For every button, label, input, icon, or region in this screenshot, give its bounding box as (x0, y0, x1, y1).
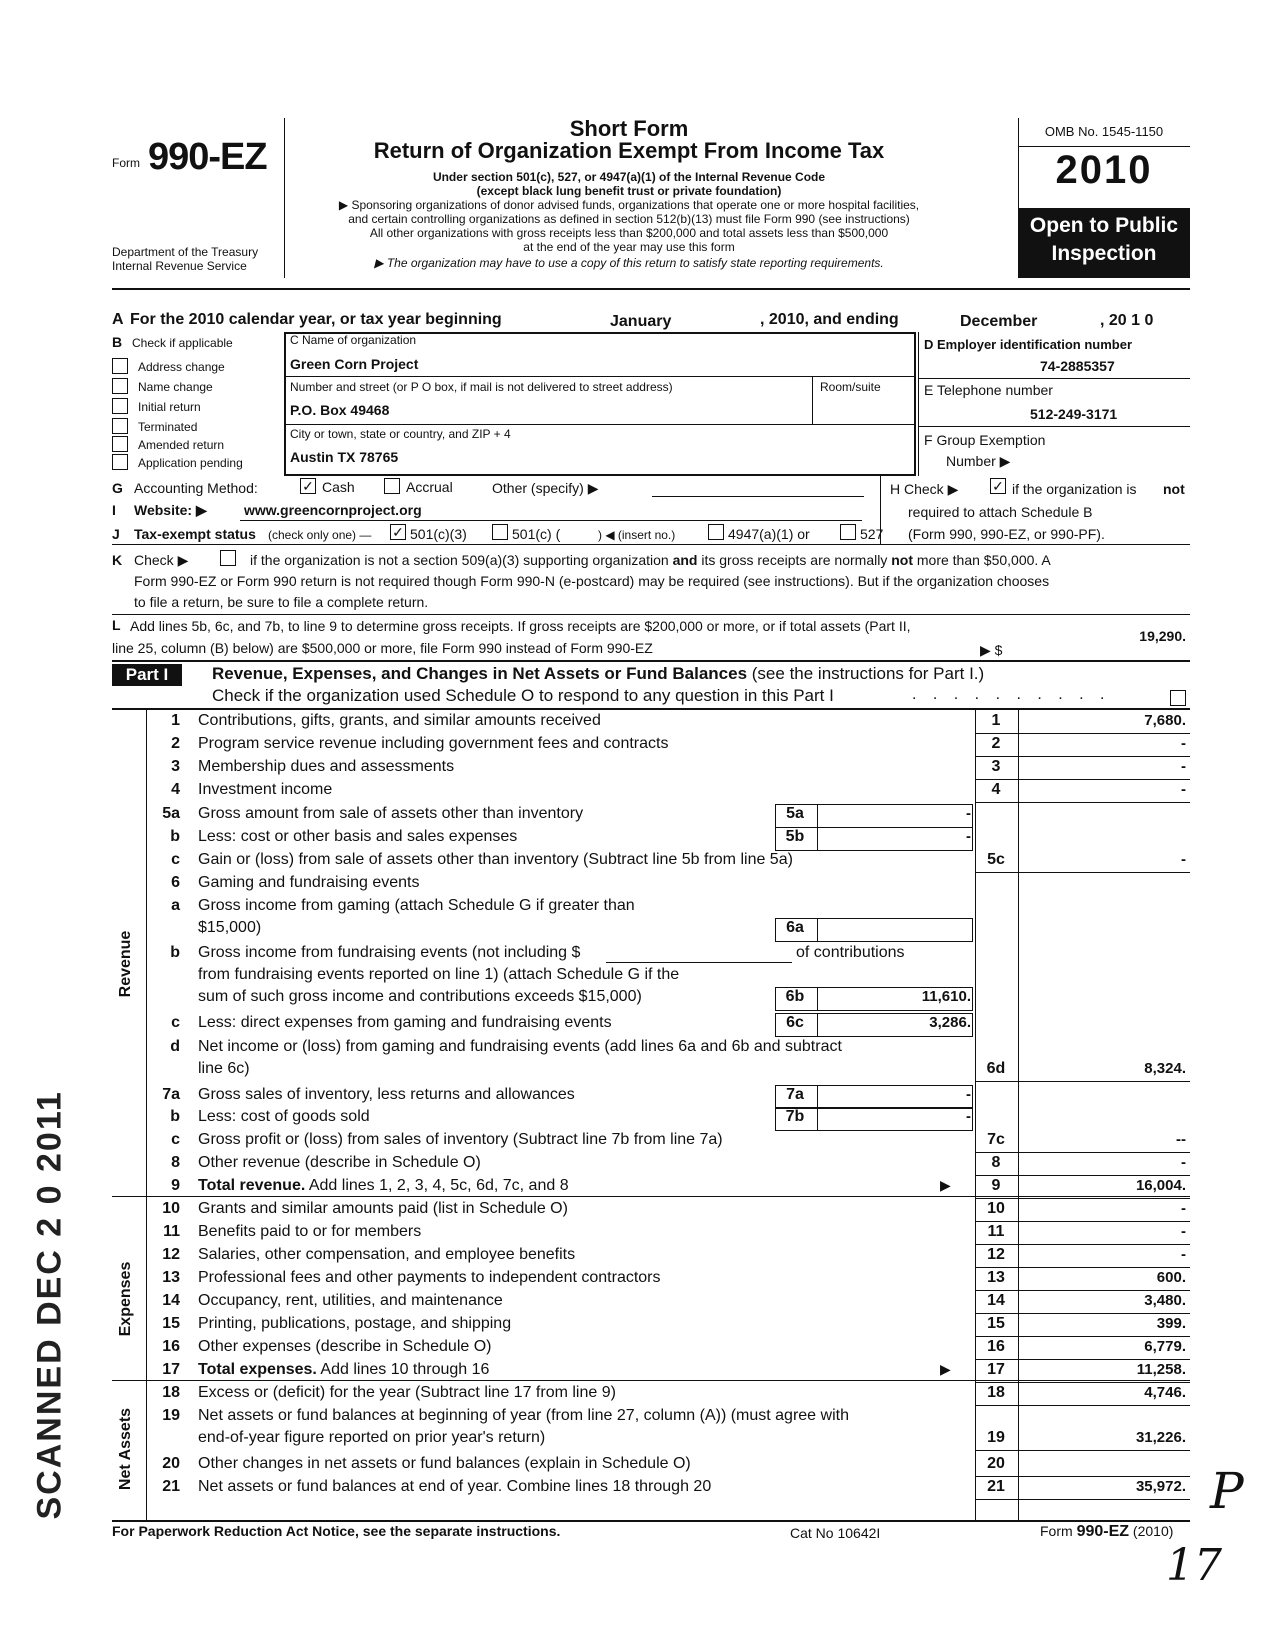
line-l9-desc (198, 1177, 569, 1195)
accrual-label: Accrual (406, 479, 453, 495)
line-k-check: Check ▶ (134, 552, 189, 568)
line-l7b-number: b (170, 1108, 180, 1125)
line-l7c-desc: Gross profit or (loss) from sales of inventory (Subtract line 7b from line 7a) (198, 1131, 723, 1148)
line-l6b-number: b (170, 944, 180, 961)
line-l5b-amount[interactable]: - (966, 828, 971, 845)
line-l7a-amount[interactable]: - (966, 1086, 971, 1103)
line-l13-amount[interactable]: 600. (1156, 1269, 1186, 1286)
address-change-checkbox[interactable] (112, 358, 128, 374)
line-l12-number: 12 (162, 1246, 180, 1263)
application-pending-checkbox[interactable] (112, 454, 128, 470)
line-l5a-desc: Gross amount from sale of assets other than inventory (198, 805, 584, 822)
line-l20-rule (975, 1476, 1190, 1477)
other-specify-label: Other (specify) ▶ (492, 480, 599, 496)
status-527-label: 527 (860, 526, 884, 542)
line-l18-rule (975, 1405, 1190, 1406)
line-l14-amount[interactable]: 3,480. (1144, 1292, 1186, 1309)
omb-number: OMB No. 1545-1150 (1044, 124, 1164, 139)
tax-exempt-status-label: Tax-exempt status (134, 526, 256, 542)
line-l7a-box: 7a (786, 1086, 804, 1103)
line-l16-rule (975, 1359, 1190, 1360)
form-subtitle-3: ▶ Sponsoring organizations of donor advised funds, organizations that operate one or more hospital facilities, (338, 198, 920, 212)
line-l5c-amount[interactable]: - (1181, 851, 1186, 868)
line-l14-box: 14 (987, 1292, 1005, 1309)
ein-field[interactable]: 74-2885357 (1040, 358, 1115, 374)
line-l19-desc-1: Net assets or fund balances at beginning of year (from line 27, column (A)) (must agree with (198, 1407, 849, 1424)
tax-exempt-hint: (check only one) — (268, 528, 372, 542)
line-l9-amount[interactable]: 16,004. (1135, 1177, 1186, 1194)
line-l21-number: 21 (162, 1478, 180, 1495)
line-k-text (250, 552, 1051, 568)
line-l21-amount[interactable]: 35,972. (1135, 1478, 1186, 1495)
form-label: Form (112, 156, 140, 170)
line-l5b-box: 5b (785, 828, 805, 845)
city-label: City or town, state or country, and ZIP + 4 (290, 427, 511, 441)
line-l17-desc-bold: Total expenses. (198, 1361, 317, 1378)
other-specify-field[interactable] (652, 496, 864, 497)
line-a-text: For the 2010 calendar year, or tax year beginning (130, 311, 502, 328)
terminated-label: Terminated (138, 420, 198, 434)
line-l6-number: 6 (171, 874, 180, 891)
line-l18-amount[interactable]: 4,746. (1144, 1384, 1186, 1401)
line-l5c-rule (975, 872, 1190, 873)
line-l1-amount[interactable]: 7,680. (1144, 712, 1186, 729)
line-k-not: not (891, 552, 913, 568)
line-a-label: A (112, 311, 124, 328)
open-to-public-line2: Inspection (1051, 242, 1157, 265)
line-l14-rule (975, 1313, 1190, 1314)
line-l9-number: 9 (171, 1177, 180, 1194)
schedule-o-checkbox[interactable] (1170, 690, 1186, 706)
initial-return-label: Initial return (138, 400, 201, 414)
part-1-title (212, 664, 984, 684)
line-l3-desc: Membership dues and assessments (198, 758, 455, 775)
line-j-label: J (112, 526, 120, 542)
tax-year-begin[interactable]: January (610, 313, 672, 330)
org-name-field[interactable]: Green Corn Project (290, 356, 419, 372)
line-l8-amount[interactable]: - (1181, 1154, 1186, 1171)
line-l6d-rule (975, 1081, 1190, 1082)
line-l4-box: 4 (991, 781, 1001, 798)
website-field[interactable]: www.greencornproject.org (244, 502, 422, 518)
handwritten-p: P (1210, 1462, 1244, 1520)
line-l11-box: 11 (987, 1223, 1005, 1240)
line-l20-number: 20 (162, 1455, 180, 1472)
line-g-label: G (112, 480, 123, 496)
line-h-text-2: if the organization is (1012, 481, 1137, 497)
line-l17-rule (975, 1382, 1190, 1383)
part-1-dots: . . . . . . . . . . (912, 686, 1111, 703)
line-l3-amount[interactable]: - (1181, 758, 1186, 775)
line-l15-amount[interactable]: 399. (1156, 1315, 1186, 1332)
footer-cat-no: Cat No 10642I (790, 1525, 881, 1541)
line-l18-desc: Excess or (deficit) for the year (Subtract line 17 from line 9) (198, 1384, 616, 1401)
revenue-side-label: Revenue (117, 930, 134, 998)
form-subtitle-1: Under section 501(c), 527, or 4947(a)(1) of the Internal Revenue Code (432, 170, 826, 184)
line-k-line2: Form 990-EZ or Form 990 return is not required though Form 990-N (e-postcard) may be required (see instructions). But if the organization chooses (134, 573, 1050, 589)
line-l6d-box: 6d (986, 1060, 1006, 1077)
address-change-label: Address change (138, 360, 225, 374)
line-l6a-number: a (171, 897, 180, 914)
status-501c3-label: 501(c)(3) (410, 526, 467, 542)
cash-checkbox[interactable]: ✓ (300, 478, 316, 494)
cash-label: Cash (322, 479, 355, 495)
line-l10-number: 10 (162, 1200, 180, 1217)
line-l2-box: 2 (991, 735, 1001, 752)
line-l7b-amount[interactable]: - (966, 1108, 971, 1125)
amended-return-checkbox[interactable] (112, 436, 128, 452)
irs-label: Internal Revenue Service (112, 259, 247, 273)
line-l19-desc-2: end-of-year figure reported on prior year's return) (198, 1429, 546, 1446)
footer-paperwork: For Paperwork Reduction Act Notice, see the separate instructions. (112, 1523, 561, 1539)
line-l6d-amount[interactable]: 8,324. (1144, 1060, 1186, 1077)
part-1-tag: Part I (112, 664, 182, 686)
group-exemption-label: F Group Exemption (924, 432, 1046, 448)
line-l6b-amount[interactable]: 11,610. (921, 988, 971, 1005)
line-l15-rule (975, 1336, 1190, 1337)
line-l7c-amount[interactable]: -- (1176, 1131, 1186, 1148)
line-l6b-desc-1b: of contributions (796, 944, 905, 961)
phone-field[interactable]: 512-249-3171 (1030, 406, 1118, 422)
line-l6a-subdiv (817, 918, 818, 942)
tax-year-end[interactable]: December (960, 313, 1038, 330)
line-l-dollar: ▶ $ (980, 642, 1003, 658)
line-l8-rule (975, 1175, 1190, 1176)
line-l6c-box: 6c (786, 1014, 804, 1031)
line-l5c-desc: Gain or (loss) from sale of assets other than inventory (Subtract line 5b from line 5a) (198, 851, 793, 868)
line-l6a-desc-2: $15,000) (198, 919, 262, 936)
line-l6c-number: c (171, 1014, 180, 1031)
line-l16-desc: Other expenses (describe in Schedule O) (198, 1338, 492, 1355)
line-l1-rule (975, 733, 1190, 734)
terminated-checkbox[interactable] (112, 418, 128, 434)
line-l11-desc: Benefits paid to or for members (198, 1223, 422, 1240)
line-a-mid: , 2010, and ending (760, 311, 899, 328)
line-l6b-desc-3: sum of such gross income and contributions exceeds $15,000) (198, 988, 642, 1005)
line-k-text-a: if the organization is not a section 509(a)(3) supporting organization (250, 552, 669, 568)
line-l19-amount[interactable]: 31,226. (1135, 1429, 1186, 1446)
tax-year: 2010 (1055, 148, 1153, 192)
line-h-not: not (1163, 481, 1185, 497)
line-l2-number: 2 (171, 735, 180, 752)
line-l1-number: 1 (171, 712, 180, 729)
line-l4-amount[interactable]: - (1181, 781, 1186, 798)
line-i-label: I (112, 502, 116, 518)
line-l3-number: 3 (171, 758, 180, 775)
line-l16-amount[interactable]: 6,779. (1144, 1338, 1186, 1355)
form-title: Return of Organization Exempt From Income Tax (373, 138, 885, 163)
city-field[interactable]: Austin TX 78765 (290, 449, 399, 465)
line-l6d-desc-2: line 6c) (198, 1060, 250, 1077)
part-1-title-tail: (see the instructions for Part I.) (747, 664, 985, 683)
room-suite-label: Room/suite (820, 380, 881, 394)
line-l6a-desc-1: Gross income from gaming (attach Schedule G if greater than (198, 897, 635, 914)
line-l11-amount[interactable]: - (1181, 1223, 1186, 1240)
status-4947-label: 4947(a)(1) or (728, 526, 810, 542)
line-k-checkbox[interactable] (220, 550, 236, 566)
org-name-label: C Name of organization (290, 333, 417, 347)
line-b-text: Check if applicable (132, 336, 233, 350)
line-h-text-4: (Form 990, 990-EZ, or 990-PF). (908, 526, 1105, 542)
line-l1-desc: Contributions, gifts, grants, and similar amounts received (198, 712, 601, 729)
status-527-checkbox[interactable] (840, 524, 856, 540)
scanned-stamp: SCANNED DEC 2 0 2011 (30, 1090, 69, 1520)
website-label: Website: ▶ (134, 502, 207, 518)
line-l17-amount[interactable]: 11,258. (1136, 1361, 1186, 1378)
line-l5b-number: b (170, 828, 180, 845)
line-l-line1: Add lines 5b, 6c, and 7b, to line 9 to determine gross receipts. If gross receipts are $200,000 or more, or if total assets (Part II, (130, 618, 911, 634)
line-l13-number: 13 (162, 1269, 180, 1286)
line-l7c-rule (975, 1152, 1190, 1153)
line-l19-rule (975, 1450, 1190, 1451)
street-label: Number and street (or P O box, if mail is not delivered to street address) (290, 380, 673, 394)
line-l5a-box: 5a (786, 805, 804, 822)
line-l5a-amount[interactable]: - (966, 805, 971, 822)
status-501c-checkbox[interactable] (492, 524, 508, 540)
line-l7c-box: 7c (987, 1131, 1005, 1148)
line-l5c-box: 5c (987, 851, 1005, 868)
line-h-text-3: required to attach Schedule B (908, 504, 1093, 520)
line-l10-box: 10 (987, 1200, 1005, 1217)
line-l6d-desc-1: Net income or (loss) from gaming and fundraising events (add lines 6a and 6b and subtract (198, 1038, 842, 1055)
line-l7b-box: 7b (785, 1108, 805, 1125)
line-l6d-number: d (170, 1038, 180, 1055)
status-501c3-checkbox[interactable]: ✓ (390, 524, 406, 540)
line-l18-number: 18 (162, 1384, 180, 1401)
line-l14-desc: Occupancy, rent, utilities, and maintenance (198, 1292, 503, 1309)
name-change-label: Name change (138, 380, 213, 394)
line-l13-box: 13 (987, 1269, 1005, 1286)
line-l19-number: 19 (162, 1407, 180, 1424)
status-4947-checkbox[interactable] (708, 524, 724, 540)
form-subtitle-2: (except black lung benefit trust or private foundation) (476, 184, 782, 198)
line-l17-desc-rest: Add lines 10 through 16 (316, 1361, 490, 1378)
group-exemption-number[interactable]: Number ▶ (946, 453, 1011, 469)
line-l2-rule (975, 756, 1190, 757)
line-l6c-desc: Less: direct expenses from gaming and fundraising events (198, 1014, 612, 1031)
phone-label: E Telephone number (924, 382, 1053, 398)
line-l6b-desc-2: from fundraising events reported on line 1) (attach Schedule G if the (198, 966, 680, 983)
line-l6b-box: 6b (785, 988, 805, 1005)
application-pending-label: Application pending (138, 456, 243, 470)
line-l16-box: 16 (987, 1338, 1005, 1355)
line-l9-arrow: ▶ (940, 1177, 951, 1193)
line-l6c-amount[interactable]: 3,286. (929, 1014, 971, 1031)
line-l21-rule (975, 1499, 1190, 1500)
footer-form (1040, 1523, 1173, 1541)
line-h-text: H Check ▶ (890, 481, 959, 497)
line-l5c-number: c (171, 851, 180, 868)
line-l9-box: 9 (991, 1177, 1001, 1194)
ein-label: D Employer identification number (924, 337, 1133, 352)
line-l-label: L (112, 617, 121, 633)
line-l16-number: 16 (162, 1338, 180, 1355)
line-l15-number: 15 (162, 1315, 180, 1332)
line-l19-box: 19 (987, 1429, 1005, 1446)
line-l5a-number: 5a (162, 805, 180, 822)
status-insert-no: ) ◀ (insert no.) (598, 528, 676, 542)
initial-return-checkbox[interactable] (112, 398, 128, 414)
line-l4-rule (975, 802, 1190, 803)
line-l21-box: 21 (987, 1478, 1005, 1495)
line-k-text-c: more than $50,000. A (916, 552, 1051, 568)
line-l9-rule (975, 1198, 1190, 1199)
line-l12-box: 12 (987, 1246, 1005, 1263)
line-l17-arrow: ▶ (940, 1361, 951, 1377)
line-k-label: K (112, 552, 123, 568)
line-l12-desc: Salaries, other compensation, and employee benefits (198, 1246, 576, 1263)
amended-return-label: Amended return (138, 438, 225, 452)
line-l17-number: 17 (162, 1361, 180, 1378)
accrual-checkbox[interactable] (384, 478, 400, 494)
line-l7a-number: 7a (162, 1086, 180, 1103)
line-l4-number: 4 (171, 781, 180, 798)
line-l11-number: 11 (163, 1223, 180, 1240)
line-l15-box: 15 (987, 1315, 1005, 1332)
line-l3-rule (975, 779, 1190, 780)
line-l6a-box: 6a (786, 919, 804, 936)
schedule-b-checkbox[interactable]: ✓ (990, 478, 1006, 494)
part-1-title-bold: Revenue, Expenses, and Changes in Net Assets or Fund Balances (212, 664, 748, 683)
status-501c-label: 501(c) ( (512, 526, 561, 542)
line-l10-amount[interactable]: - (1181, 1200, 1186, 1217)
line-l5b-desc: Less: cost or other basis and sales expenses (198, 828, 518, 845)
line-l20-desc: Other changes in net assets or fund balances (explain in Schedule O) (198, 1455, 691, 1472)
form-subtitle-7: ▶ The organization may have to use a copy of this return to satisfy state reporting requirements. (374, 256, 884, 270)
open-to-public-line1: Open to Public (1029, 214, 1179, 237)
footer-form-number: 990-EZ (1076, 1523, 1130, 1540)
form-title-short: Short Form (569, 116, 689, 141)
form-subtitle-4: and certain controlling organizations as defined in section 512(b)(13) must file Form 990 (see instructions) (348, 212, 910, 226)
line-k-line3: to file a return, be sure to file a complete return. (134, 594, 429, 610)
line-l6b-desc-1: Gross income from fundraising events (not including $ (198, 944, 581, 961)
dept-treasury: Department of the Treasury (112, 245, 259, 259)
accounting-method-label: Accounting Method: (134, 480, 258, 496)
line-l1-box: 1 (991, 712, 1001, 729)
line-l13-rule (975, 1290, 1190, 1291)
line-l10-desc: Grants and similar amounts paid (list in Schedule O) (198, 1200, 568, 1217)
form-number: 990-EZ (148, 136, 267, 178)
line-l17-box: 17 (987, 1361, 1005, 1378)
line-l-line2: line 25, column (B) below) are $500,000 or more, file Form 990 instead of Form 990-EZ (112, 640, 653, 656)
line-l7a-desc: Gross sales of inventory, less returns and allowances (198, 1086, 575, 1103)
line-l14-number: 14 (162, 1292, 180, 1309)
line-l11-rule (975, 1244, 1190, 1245)
line-l3-box: 3 (991, 758, 1001, 775)
line-l17-desc (198, 1361, 489, 1379)
line-l4-desc: Investment income (198, 781, 333, 798)
form-subtitle-5: All other organizations with gross receipts less than $200,000 and total assets less than $500,000 (369, 226, 889, 240)
part-1-check-text: Check if the organization used Schedule O to respond to any question in this Part I (212, 686, 834, 705)
line-l13-desc: Professional fees and other payments to independent contractors (198, 1269, 661, 1286)
line-b-label: B (112, 334, 123, 350)
line-k-and: and (672, 552, 698, 568)
expenses-side-label: Expenses (117, 1261, 134, 1337)
line-l18-box: 18 (987, 1384, 1005, 1401)
line-l20-box: 20 (987, 1455, 1005, 1472)
line-l2-desc: Program service revenue including government fees and contracts (198, 735, 669, 752)
line-l8-desc: Other revenue (describe in Schedule O) (198, 1154, 481, 1171)
tax-year-end-yr[interactable]: , 20 1 0 (1100, 312, 1154, 329)
handwritten-17: 17 (1166, 1540, 1222, 1591)
line-l15-desc: Printing, publications, postage, and shipping (198, 1315, 512, 1332)
line-6b-contrib-field[interactable] (606, 962, 792, 963)
street-field[interactable]: P.O. Box 49468 (290, 402, 390, 418)
footer-form-year: (2010) (1132, 1523, 1174, 1539)
line-l10-rule (975, 1221, 1190, 1222)
line-l7c-number: c (171, 1131, 180, 1148)
line-l9-desc-bold: Total revenue. (198, 1177, 306, 1194)
line-l21-desc: Net assets or fund balances at end of year. Combine lines 18 through 20 (198, 1478, 712, 1495)
line-k-text-b: its gross receipts are normally (701, 552, 888, 568)
line-l2-amount[interactable]: - (1181, 735, 1186, 752)
net-assets-side-label: Net Assets (117, 1407, 134, 1491)
line-l7b-desc: Less: cost of goods sold (198, 1108, 370, 1125)
line-l12-rule (975, 1267, 1190, 1268)
name-change-checkbox[interactable] (112, 378, 128, 394)
line-l6-desc: Gaming and fundraising events (198, 874, 420, 891)
gross-receipts-amount[interactable]: 19,290. (1139, 628, 1186, 644)
line-l9-desc-rest: Add lines 1, 2, 3, 4, 5c, 6d, 7c, and 8 (305, 1177, 569, 1194)
line-l12-amount[interactable]: - (1181, 1246, 1186, 1263)
footer-form-prefix: Form (1040, 1523, 1073, 1539)
form-subtitle-6: at the end of the year may use this form (523, 240, 735, 254)
line-l8-box: 8 (991, 1154, 1001, 1171)
line-l8-number: 8 (171, 1154, 180, 1171)
